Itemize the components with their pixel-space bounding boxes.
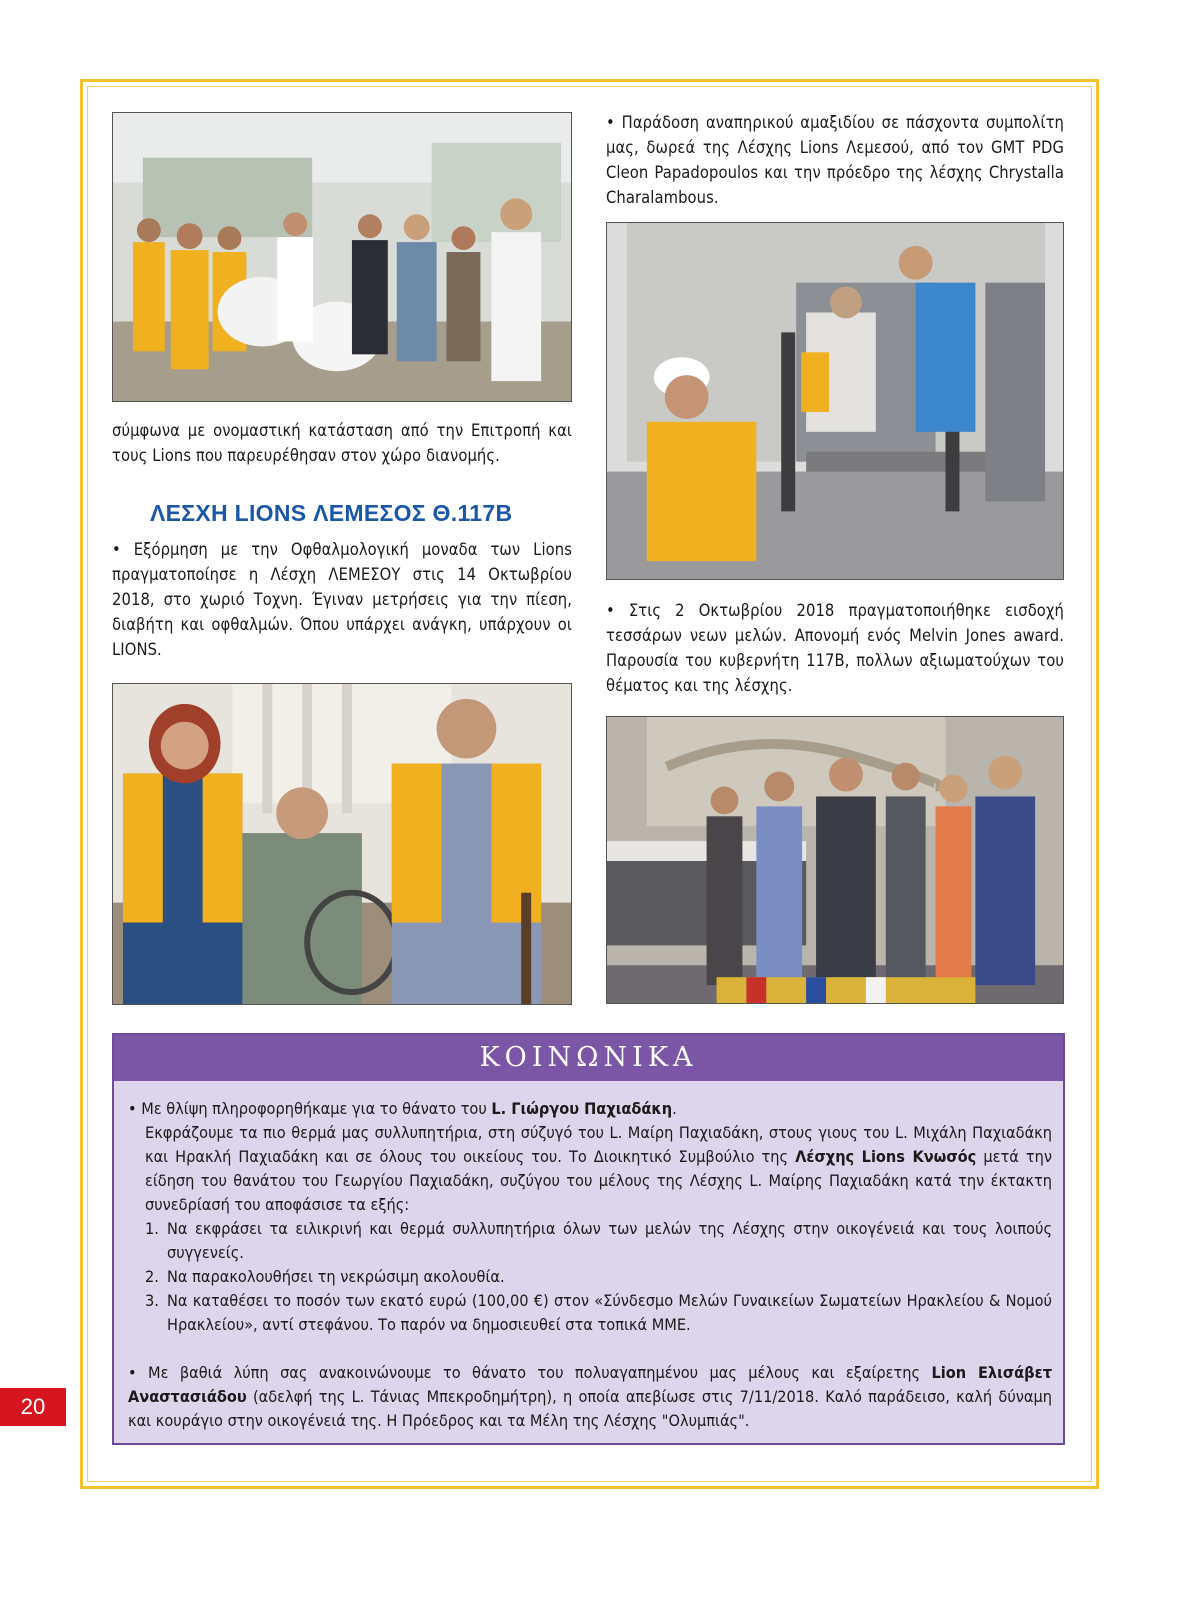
page-number: 20: [0, 1388, 66, 1426]
social-title: ΚΟΙΝΩΝΙΚΑ: [114, 1035, 1063, 1081]
section-heading: ΛΕΣΧΗ LIONS ΛΕΜΕΣΟΣ Θ.117Β: [150, 500, 513, 526]
social-body: [128, 1097, 1052, 1433]
caption-wheelchair-donation: • Παράδοση αναπηρικού αμαξιδίου σε πάσχοντα συμπολίτη μας, δωρεά της Λέσχης Lions Λεμεσού, από τον GMT PDG Cleon Papadopoulos και την πρόεδρο της λέσχης Chrystalla Charalambous.: [606, 113, 1064, 207]
caption-distribution: σύμφωνα με ονομαστική κατάσταση από την Επιτροπή και τους Lions που παρευρέθησαν στον χώρο διανομής.: [112, 421, 572, 465]
caption-new-members: • Στις 2 Οκτωβρίου 2018 πραγματοποιήθηκε εισδοχή τεσσάρων νεων μελών. Απονομή ενός Melvin Jones award. Παρουσία του κυβερνήτη 117Β, πολλων αξιωματούχων του θέματος και της λέσχης.: [606, 601, 1064, 695]
photo-wheelchair-van: [606, 222, 1064, 580]
decision-3: 3. Να καταθέσει το ποσόν των εκατό ευρώ (100,00 €) στον «Σύνδεσμο Μελών Γυναικείων Σωματείων Ηρακλείου & Νομού Ηρακλείου», αντί στεφάνου. Το παρόν να δημοσιευθεί στα τοπικά ΜΜΕ.: [145, 1291, 1052, 1334]
photo-distribution: [112, 112, 572, 402]
section-text: • Εξόρμηση με την Οφθαλμολογική μοναδα των Lions πραγματοποίησε η Λέσχη ΛΕΜΕΣΟΥ στις 14 Οκτωβρίου 2018, στο χωριό Τοχνη. Έγιναν μετρήσεις για την πίεση, διαβήτη και οφθαλμών. Όπου υπάρχει ανάγκη, υπάρχουν οι LIONS.: [112, 540, 572, 659]
photo-eye-clinic-visit: [112, 683, 572, 1005]
decision-2: 2. Να παρακολουθήσει τη νεκρώσιμη ακολουθία.: [145, 1267, 505, 1286]
social-notices-box: [112, 1033, 1065, 1445]
notice-1-lead: • Με θλίψη πληροφορηθήκαμε για το θάνατο του L. Γιώργου Παχιαδάκη.: [128, 1099, 677, 1118]
decision-1: 1. Να εκφράσει τα ειλικρινή και θερμά συλλυπητήρια όλων των μελών της Λέσχης στην οικογένειά και τους λοιπούς συγγενείς.: [145, 1219, 1052, 1262]
notice-1-paragraph: Εκφράζουμε τα πιο θερμά μας συλλυπητήρια, στη σύζυγό του L. Μαίρη Παχιαδάκη, στους γιους του L. Μιχάλη Παχιαδάκη και Ηρακλή Παχιαδάκη και σε όλους του οικείους του. Το Διοικητικό Συμβούλιο της Λέσχης Lions Κνωσός μετά την είδηση του θανάτου του Γεωργίου Παχιαδάκη, συζύγου του μέλους της Λέσχης L. Μαίρης Παχιαδάκη κατά την έκτακτη συνεδρίασή του αποφάσισε τα εξής:: [145, 1123, 1052, 1214]
photo-induction-ceremony: [606, 716, 1064, 1004]
notice-2: • Με βαθιά λύπη σας ανακοινώνουμε το θάνατο του πολυαγαπημένου μας μέλους και εξαίρετης Lion Ελισάβετ Αναστασιάδου (αδελφή της L. Τάνιας Μπεκροδημήτρη), η οποία απεβίωσε στις 7/11/2018. Καλό παράδεισο, καλή δύναμη και κουράγιο στην οικογένειά της. Η Πρόεδρος και τα Μέλη της Λέσχης "Ολυμπιάς".: [128, 1363, 1052, 1430]
